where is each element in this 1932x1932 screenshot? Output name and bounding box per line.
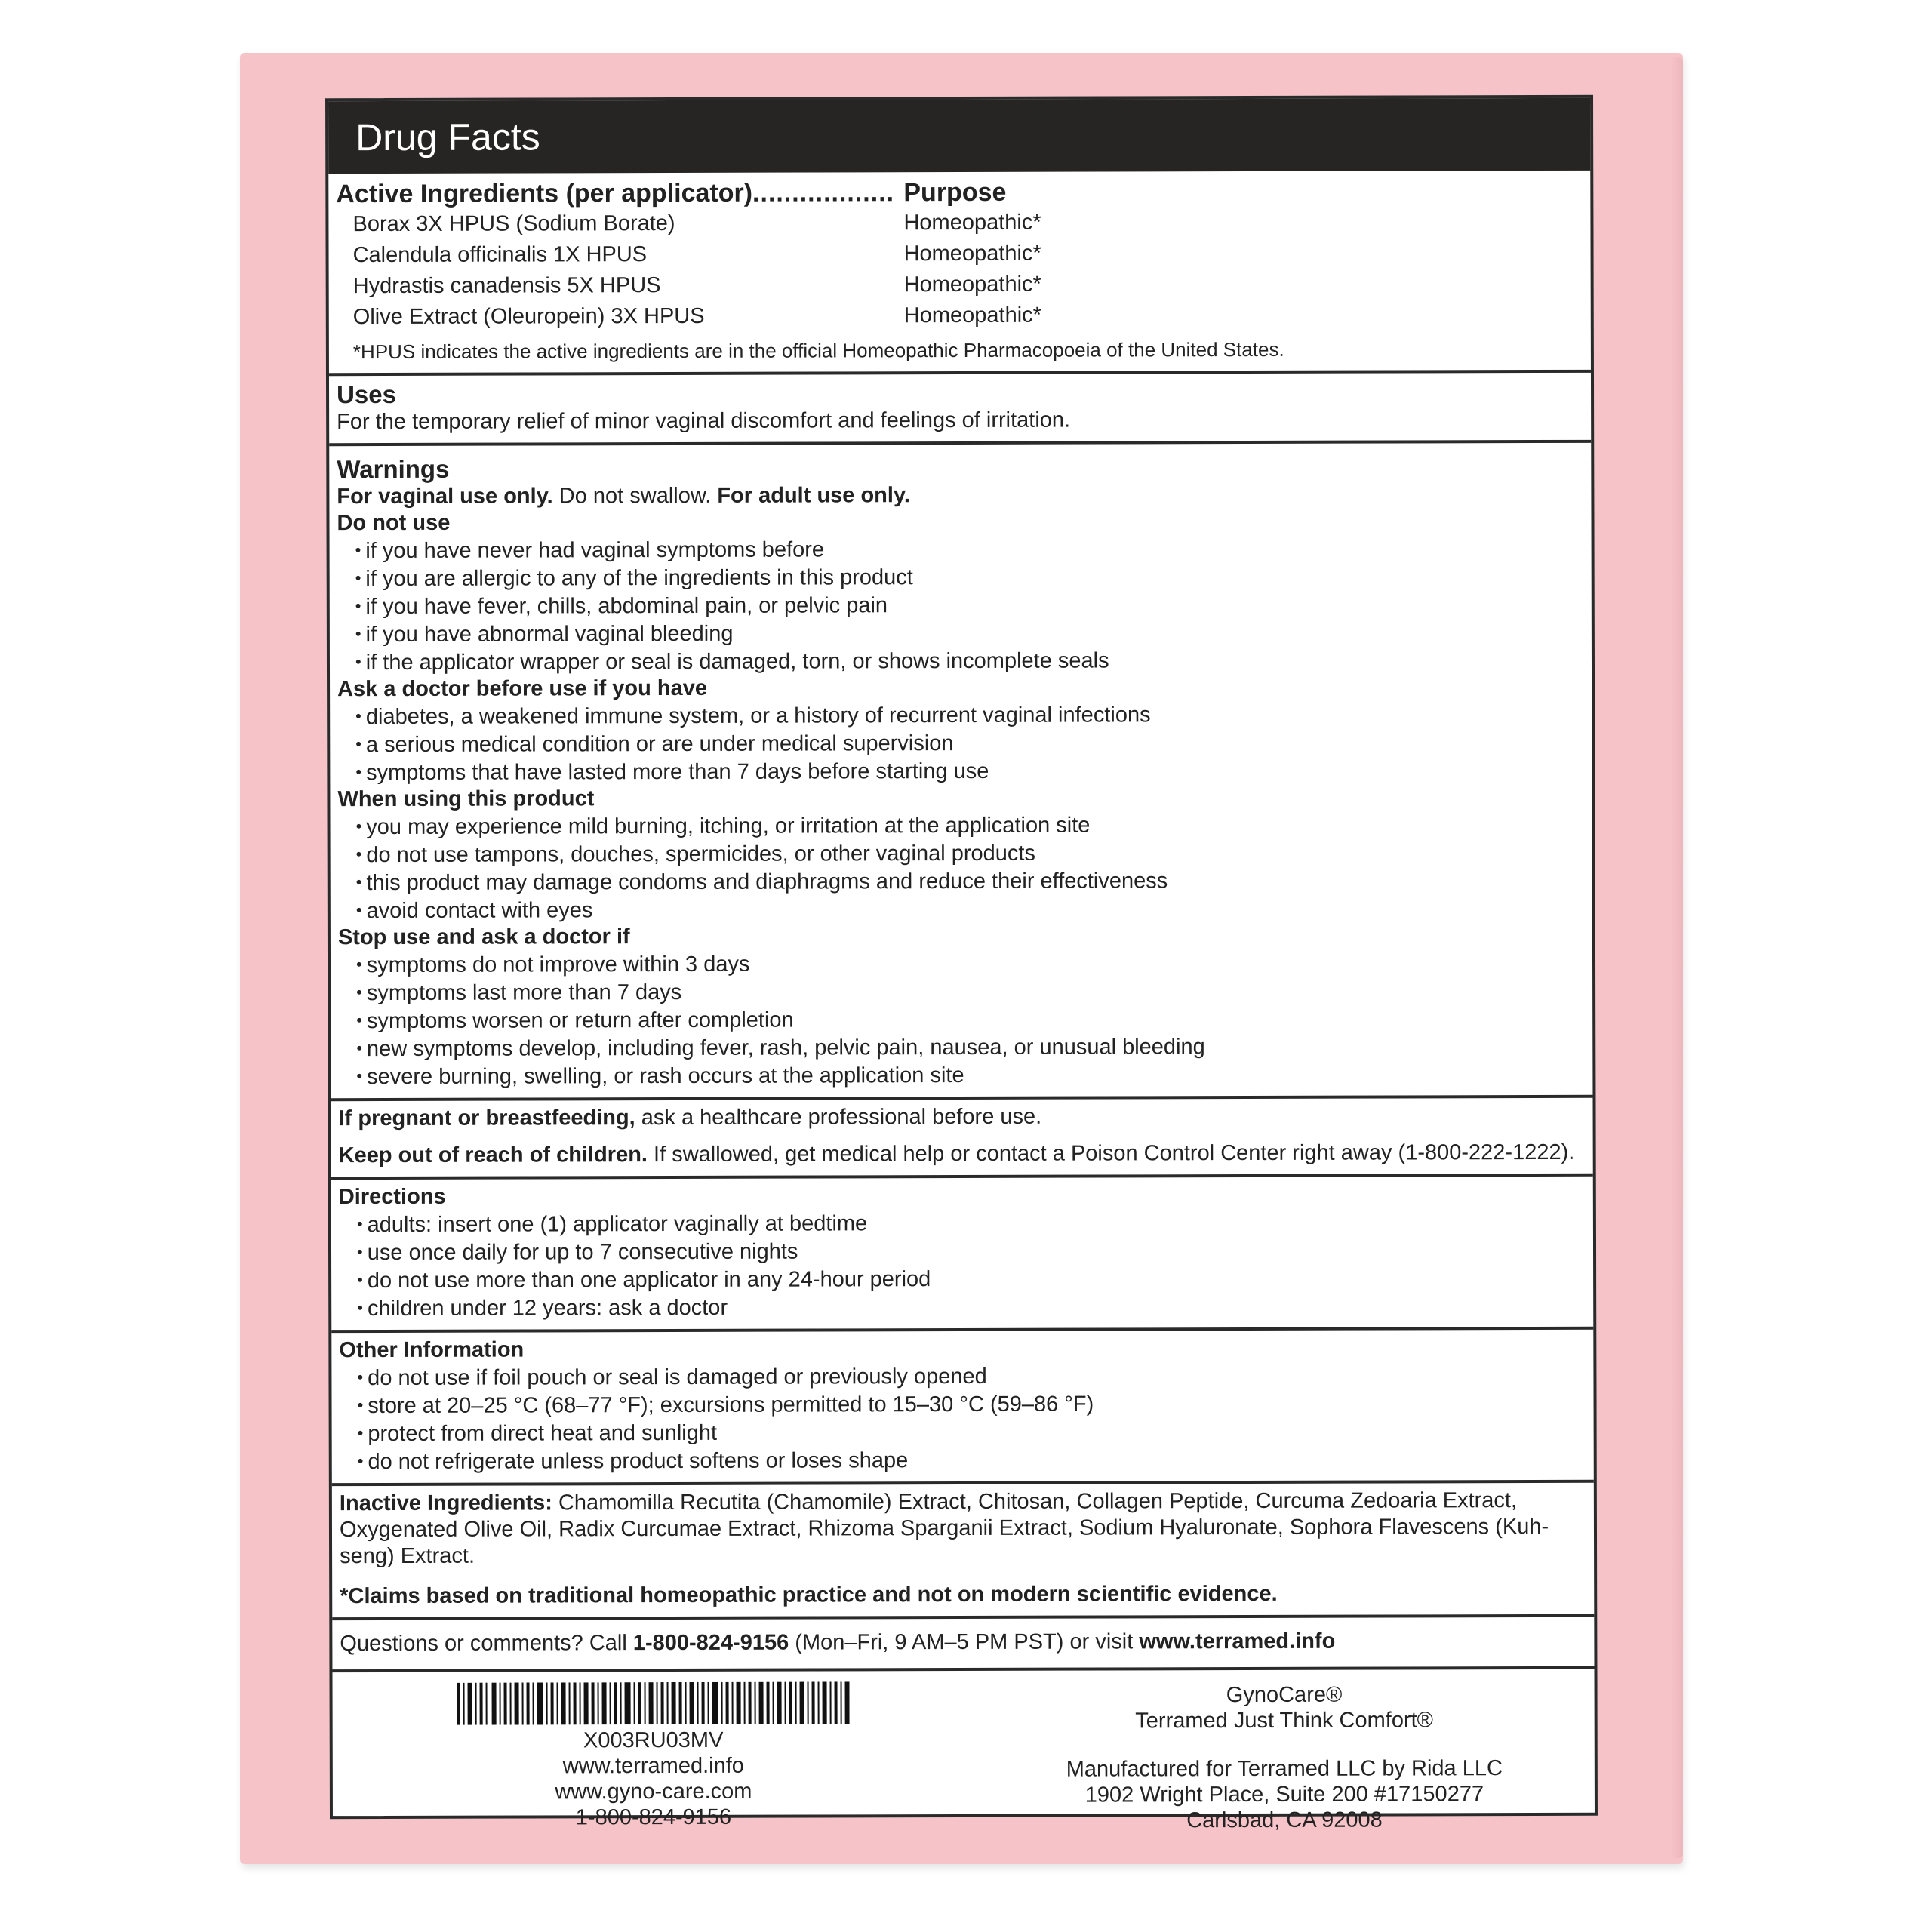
footer-right [974, 1680, 1595, 1850]
list-item: • a serious medical condition or are under medical supervision [337, 728, 1584, 758]
questions-line [340, 1628, 1586, 1657]
drug-facts-title: Drug Facts [355, 115, 540, 159]
footer-site-gynocare: www.gyno-care.com [555, 1779, 752, 1804]
brand-tagline: Terramed Just Think Comfort® [1135, 1708, 1434, 1734]
claims-disclaimer: *Claims based on traditional homeopathic practice and not on modern scientific evidence. [340, 1581, 1278, 1609]
footer-left [333, 1681, 975, 1852]
do-not-use-heading: Do not use [337, 510, 451, 536]
active-ingredients-section [328, 171, 1591, 376]
hpus-note: *HPUS indicates the active ingredients are in the official Homeopathic Pharmacopoeia of the United States. [352, 337, 1284, 364]
inactive-ingredients-section [332, 1483, 1594, 1620]
other-information-heading: Other Information [339, 1337, 525, 1363]
list-item: • use once daily for up to 7 consecutive nights [339, 1235, 1586, 1266]
pregnancy-children-section [331, 1098, 1592, 1180]
list-item: • store at 20–25 °C (68–77 °F); excursions permitted to 15–30 °C (59–86 °F) [340, 1389, 1586, 1420]
ingredient-row [337, 299, 1583, 333]
list-item: • do not use more than one applicator in any 24-hour period [339, 1263, 1586, 1294]
directions-heading: Directions [338, 1184, 446, 1210]
active-ingredients-list [336, 206, 1583, 333]
list-item: • severe burning, swelling, or rash occurs at the application site [338, 1060, 1585, 1091]
list-item: • avoid contact with eyes [338, 894, 1585, 924]
ingredient-name: Hydrastis canadensis 5X HPUS [352, 273, 661, 299]
list-item: • if the applicator wrapper or seal is damaged, torn, or shows incomplete seals [337, 645, 1584, 676]
ingredient-purpose: Homeopathic* [903, 210, 1041, 235]
list-item: • symptoms that have lasted more than 7 days before starting use [337, 755, 1584, 786]
drug-facts-label [325, 95, 1598, 1833]
list-item: • symptoms last more than 7 days [338, 976, 1585, 1007]
list-item: • if you have never had vaginal symptoms before [337, 534, 1584, 565]
label-footer [332, 1669, 1595, 1852]
purpose-heading: Purpose [903, 177, 1007, 208]
list-item: • you may experience mild burning, itching, or irritation at the application site [337, 810, 1584, 841]
ask-doctor-heading: Ask a doctor before use if you have [337, 675, 708, 702]
footer-site-terramed: www.terramed.info [562, 1753, 744, 1779]
questions-phone: 1-800-824-9156 [632, 1630, 789, 1656]
ingredient-purpose: Homeopathic* [903, 241, 1041, 266]
address-line-2: Carlsbad, CA 92008 [1186, 1807, 1383, 1833]
active-ingredients-header [336, 177, 1583, 209]
inactive-ingredients-text: Chamomilla Recutita (Chamomile) Extract, Chitosan, Collagen Peptide, Curcuma Zedoaria Extract, Oxygenated Olive Oil, Radix Curcumae Extract, Rhizoma Sparganii Extract, Sodium Hyaluronate, Sophora Flavescens (Kuh-seng) Extract. [339, 1488, 1549, 1569]
manufacturer-line: Manufactured for Terramed LLC by Rida LLC [1066, 1756, 1503, 1782]
children-text: If swallowed, get medical help or contact a Poison Control Center right away (1-800-222-1222). [647, 1140, 1575, 1168]
list-item: • protect from direct heat and sunlight [340, 1417, 1586, 1447]
list-item: • adults: insert one (1) applicator vaginally at bedtime [339, 1208, 1586, 1238]
list-item: • do not use tampons, douches, spermicides, or other vaginal products [338, 838, 1585, 869]
ingredient-row [337, 237, 1583, 271]
warnings-section [329, 443, 1592, 1101]
uses-section [329, 373, 1591, 446]
questions-url: www.terramed.info [1139, 1629, 1336, 1654]
inactive-ingredients [340, 1487, 1586, 1570]
list-item: • symptoms worsen or return after completion [338, 1004, 1585, 1035]
leader-dots: .................. [752, 178, 895, 208]
questions-section [332, 1617, 1594, 1672]
questions-pre: Questions or comments? Call [340, 1631, 633, 1657]
uses-text: For the temporary relief of minor vaginal discomfort and feelings of irritation. [337, 408, 1071, 435]
ingredient-row [337, 268, 1583, 302]
vaginal-use-bold: For vaginal use only. [337, 484, 553, 509]
when-using-heading: When using this product [337, 786, 595, 812]
ingredient-purpose: Homeopathic* [903, 303, 1041, 328]
list-item: • do not use if foil pouch or seal is damaged or previously opened [339, 1361, 1586, 1392]
drug-facts-header [328, 98, 1590, 174]
list-item: • children under 12 years: ask a doctor [339, 1291, 1586, 1322]
ingredient-name: Olive Extract (Oleuropein) 3X HPUS [352, 303, 705, 330]
pregnancy-warning [339, 1103, 1586, 1132]
inactive-ingredients-heading: Inactive Ingredients: [339, 1491, 552, 1516]
list-item: • if you have abnormal vaginal bleeding [337, 617, 1584, 648]
pregnancy-text: ask a healthcare professional before use. [635, 1104, 1042, 1131]
children-bold: Keep out of reach of children. [338, 1143, 648, 1168]
barcode-icon [457, 1681, 850, 1724]
box-side-edge [1671, 57, 1683, 1858]
list-item: • if you have fever, chills, abdominal pain, or pelvic pain [337, 589, 1584, 620]
ingredient-row [336, 206, 1583, 240]
other-information-section [331, 1330, 1594, 1486]
children-warning [339, 1140, 1586, 1169]
list-item: • do not refrigerate unless product softens or loses shape [340, 1444, 1586, 1475]
active-ingredients-heading-wrap [336, 178, 903, 209]
warnings-heading: Warnings [337, 454, 450, 484]
list-item: • diabetes, a weakened immune system, or a history of recurrent vaginal infections [337, 700, 1584, 731]
list-item: • this product may damage condoms and diaphragms and reduce their effectiveness [338, 866, 1585, 897]
ingredient-name: Calendula officinalis 1X HPUS [352, 242, 648, 268]
directions-section [331, 1177, 1594, 1333]
stop-use-heading: Stop use and ask a doctor if [337, 924, 630, 950]
uses-heading: Uses [336, 380, 396, 409]
ingredient-name: Borax 3X HPUS (Sodium Borate) [352, 211, 675, 237]
footer-phone: 1-800-824-9156 [575, 1804, 732, 1830]
barcode-text: X003RU03MV [583, 1727, 724, 1753]
adult-use-bold: For adult use only. [717, 483, 911, 508]
list-item: • new symptoms develop, including fever, rash, pelvic pain, nausea, or unusual bleeding [338, 1032, 1585, 1063]
questions-mid: (Mon–Fri, 9 AM–5 PM PST) or visit [789, 1629, 1140, 1655]
list-item: • if you are allergic to any of the ingredients in this product [337, 561, 1584, 592]
do-not-swallow-text: Do not swallow. [552, 483, 718, 509]
pregnancy-bold: If pregnant or breastfeeding, [338, 1106, 635, 1131]
ingredient-purpose: Homeopathic* [903, 272, 1041, 297]
address-line-1: 1902 Wright Place, Suite 200 #17150277 [1084, 1782, 1484, 1807]
brand-name: GynoCare® [1226, 1682, 1343, 1708]
warnings-intro [337, 481, 1583, 510]
footer-spacer [974, 1733, 1595, 1757]
list-item: • symptoms do not improve within 3 days [338, 948, 1585, 979]
active-ingredients-heading: Active Ingredients (per applicator) [336, 178, 753, 209]
